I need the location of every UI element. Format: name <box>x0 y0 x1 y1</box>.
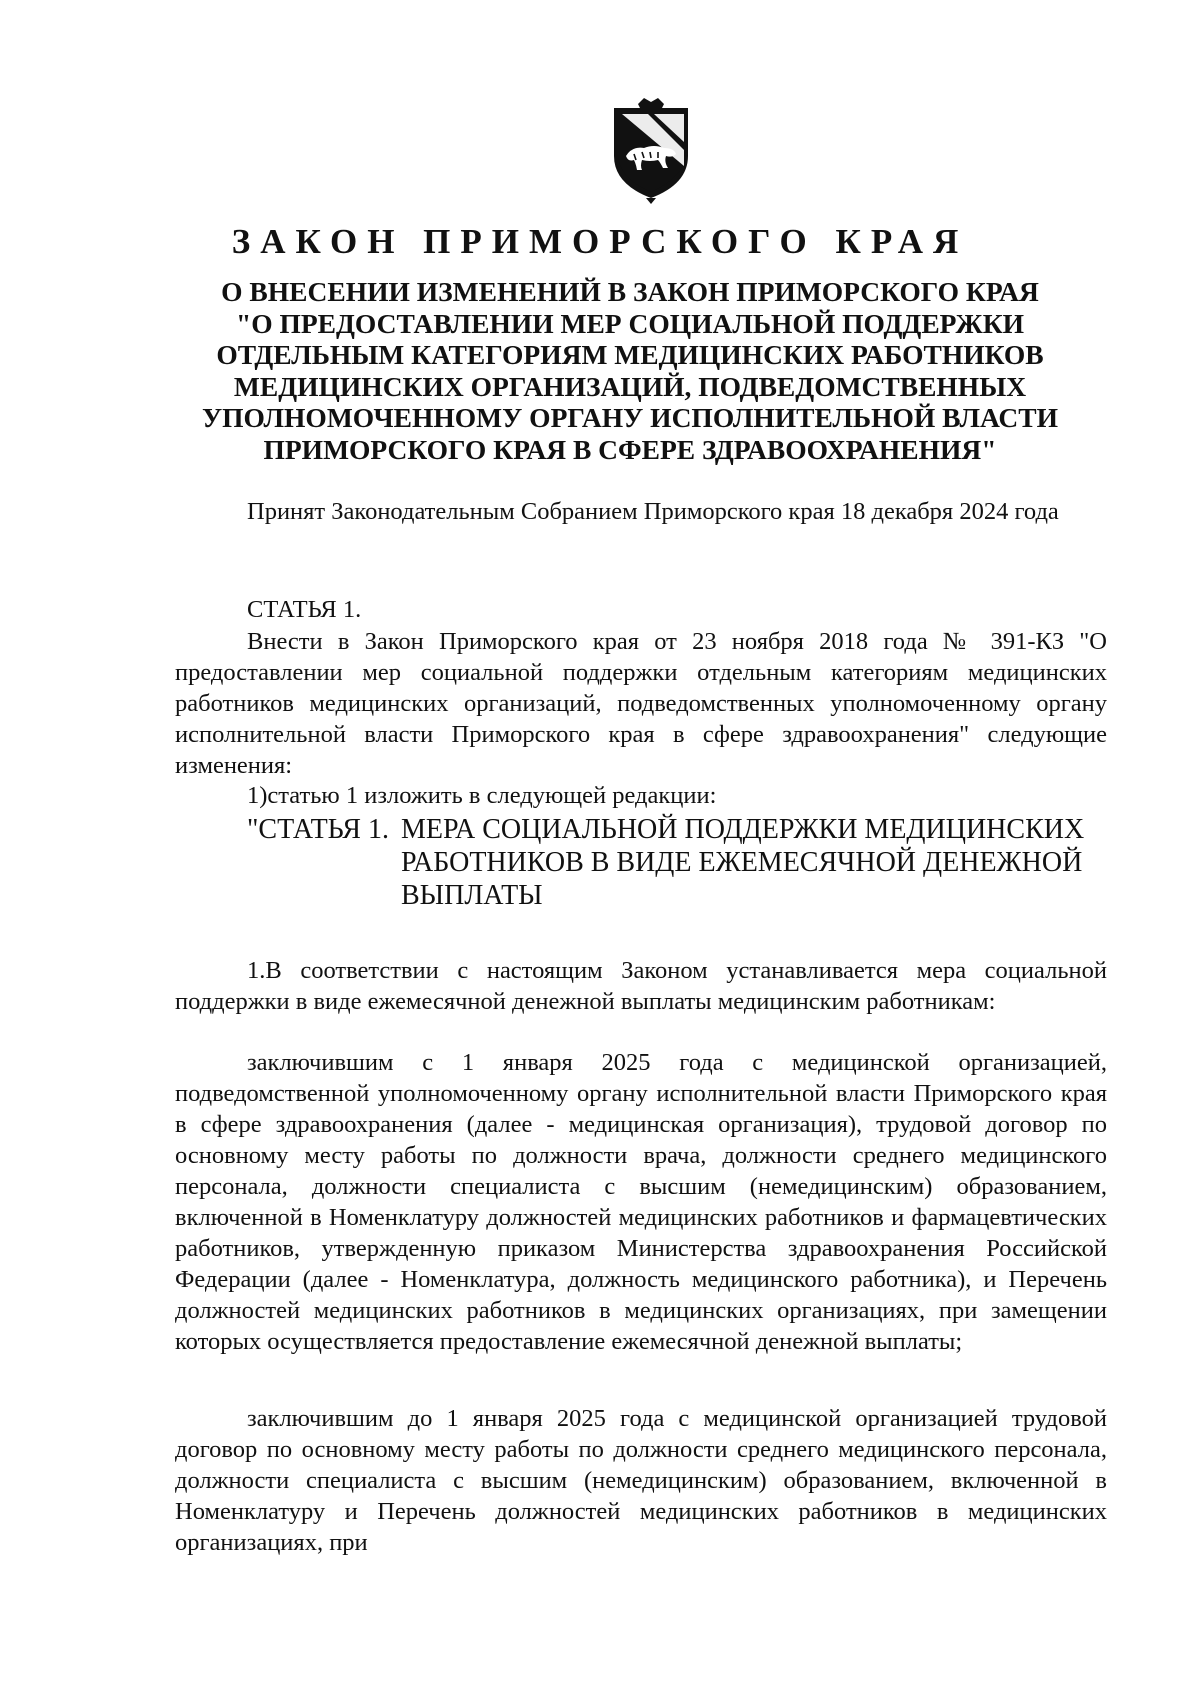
law-subtitle <box>170 276 1090 465</box>
quoted-article-title: МЕРА СОЦИАЛЬНОЙ ПОДДЕРЖКИ МЕДИЦИНСКИХ РАБОТНИКОВ В ВИДЕ ЕЖЕМЕСЯЧНОЙ ДЕНЕЖНОЙ ВЫПЛАТЫ <box>401 814 1085 911</box>
amendment-item: 1)статью 1 изложить в следующей редакции: <box>247 782 717 809</box>
paragraph: заключившим до 1 января 2025 года с медицинской организацией трудовой договор по основному месту работы по должности среднего медицинского персонала, должности специалиста с высшим (немедицинским) образованием, включенной в Номенклатуру и Перечень должностей медицинских работников в медицинских организациях, при <box>175 1405 1107 1556</box>
subtitle-line: ПРИМОРСКОГО КРАЯ В СФЕРЕ ЗДРАВООХРАНЕНИЯ" <box>263 433 997 465</box>
subtitle-line: ОТДЕЛЬНЫМ КАТЕГОРИЯМ МЕДИЦИНСКИХ РАБОТНИКОВ <box>216 339 1044 370</box>
article-heading: СТАТЬЯ 1. <box>247 596 362 623</box>
paragraph: 1.В соответствии с настоящим Законом устанавливается мера социальной поддержки в виде ежемесячной денежной выплаты медицинским работникам: <box>175 957 1107 1015</box>
subtitle-line: О ВНЕСЕНИИ ИЗМЕНЕНИЙ В ЗАКОН ПРИМОРСКОГО КРАЯ <box>221 276 1039 307</box>
article-body: Внести в Закон Приморского края от 23 ноября 2018 года № 391-КЗ "О предоставлении мер социальной поддержки отдельным категориям медицинских работников медицинских организаций, подведомственных уполномоченному органу исполнительной власти Приморского края в сфере здравоохранения" следующие изменения: <box>175 628 1107 779</box>
quoted-article-number: "СТАТЬЯ 1. <box>247 814 389 845</box>
law-title: ЗАКОН ПРИМОРСКОГО КРАЯ <box>231 222 969 261</box>
subtitle-line: МЕДИЦИНСКИХ ОРГАНИЗАЦИЙ, ПОДВЕДОМСТВЕННЫХ <box>233 370 1027 402</box>
quoted-article-heading <box>247 813 1117 912</box>
subtitle-line: "О ПРЕДОСТАВЛЕНИИ МЕР СОЦИАЛЬНОЙ ПОДДЕРЖКИ <box>235 307 1025 339</box>
paragraph: заключившим с 1 января 2025 года с медицинской организацией, подведомственной уполномоченному органу исполнительной власти Приморского края в сфере здравоохранения (далее - медицинская организация), трудовой договор по основному месту работы по должности врача, должности среднего медицинского персонала, должности специалиста с высшим (немедицинским) образованием, включенной в Номенклатуру должностей медицинских работников и фармацевтических работников, утвержденную приказом Министерства здравоохранения Российской Федерации (далее - Номенклатура, должность медицинского работника), и Перечень должностей медицинских работников в медицинских организациях, при замещении которых осуществляется предоставление ежемесячной денежной выплаты; <box>175 1049 1107 1355</box>
subtitle-line: УПОЛНОМОЧЕННОМУ ОРГАНУ ИСПОЛНИТЕЛЬНОЙ ВЛАСТИ <box>201 402 1059 433</box>
coat-of-arms-icon <box>608 96 694 206</box>
adoption-note: Принят Законодательным Собранием Приморского края 18 декабря 2024 года <box>247 498 1059 525</box>
